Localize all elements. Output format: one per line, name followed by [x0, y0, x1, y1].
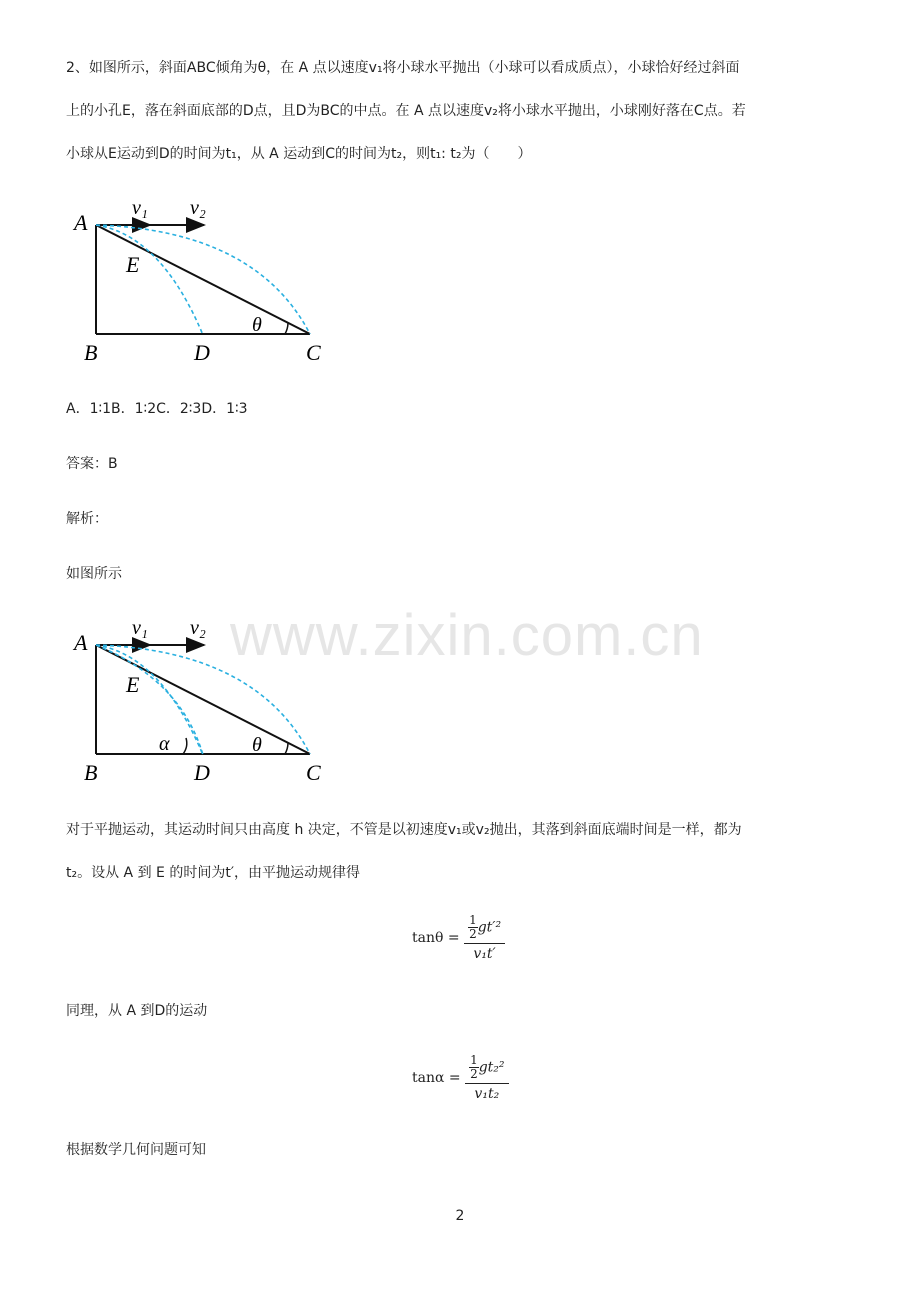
incline-hypotenuse-ac	[96, 225, 310, 334]
question-line-1: 2、如图所示，斜面ABC倾角为θ，在 A 点以速度v₁将小球水平抛出（小球可以看成质点），小球恰好经过斜面	[66, 60, 740, 76]
label-e: E	[126, 672, 140, 697]
question-line-2: 上的小孔E，落在斜面底部的D点，且D为BC的中点。在 A 点以速度v₂将小球水平抛出，小球刚好落在C点。若	[66, 103, 746, 119]
label-a: A	[74, 210, 88, 235]
label-c: C	[306, 760, 321, 785]
eq2-fraction: $\frac{1}{2}$ gt₂² v₁t₂	[465, 1054, 508, 1102]
eq1-lhs: tanθ =	[412, 930, 460, 946]
label-b: B	[84, 340, 98, 365]
angle-alpha-arc	[183, 738, 187, 754]
eq1-fraction: $\frac{1}{2}$ gt′² v₁t′	[464, 914, 505, 962]
angle-theta-arc	[285, 743, 288, 754]
label-a: A	[74, 630, 88, 655]
label-v1: v₁	[132, 617, 148, 639]
label-alpha: α	[159, 733, 170, 755]
page-number: 2	[455, 1208, 465, 1224]
analysis-label: 解析：	[66, 511, 108, 527]
label-v1: v₁	[132, 197, 148, 219]
figure-1-incline-diagram	[66, 190, 346, 370]
trajectory-a-to-d	[96, 645, 203, 755]
angle-theta-arc	[285, 323, 288, 334]
explain-line-4: 根据数学几何问题可知	[66, 1142, 206, 1158]
trajectory-v1	[96, 645, 203, 755]
label-d: D	[194, 760, 210, 785]
explain-line-2: t₂。设从 A 到 E 的时间为t′，由平抛运动规律得	[66, 865, 360, 881]
figure-2-incline-diagram	[66, 610, 346, 790]
equation-tan-theta	[412, 914, 505, 962]
equation-tan-alpha	[412, 1054, 509, 1102]
options-line: A．1∶1B．1∶2C．2∶3D．1∶3	[66, 401, 248, 417]
label-theta: θ	[252, 734, 262, 756]
watermark-text: www.zixin.com.cn	[230, 603, 704, 668]
explain-line-1: 对于平抛运动，其运动时间只由高度 h 决定，不管是以初速度v₁或v₂抛出，其落到斜面底端时间是一样，都为	[66, 822, 742, 838]
label-v2: v₂	[190, 617, 206, 639]
label-b: B	[84, 760, 98, 785]
eq2-lhs: tanα =	[412, 1070, 461, 1086]
answer-line: 答案：B	[66, 456, 118, 472]
label-c: C	[306, 340, 321, 365]
explain-line-3: 同理，从 A 到D的运动	[66, 1003, 208, 1019]
label-e: E	[126, 252, 140, 277]
trajectory-v1	[96, 225, 203, 335]
question-line-3: 小球从E运动到D的时间为t₁，从 A 运动到C的时间为t₂，则t₁: t₂为（ ）	[66, 146, 532, 162]
label-theta: θ	[252, 314, 262, 336]
label-d: D	[194, 340, 210, 365]
label-v2: v₂	[190, 197, 206, 219]
as-shown-line: 如图所示	[66, 566, 122, 582]
